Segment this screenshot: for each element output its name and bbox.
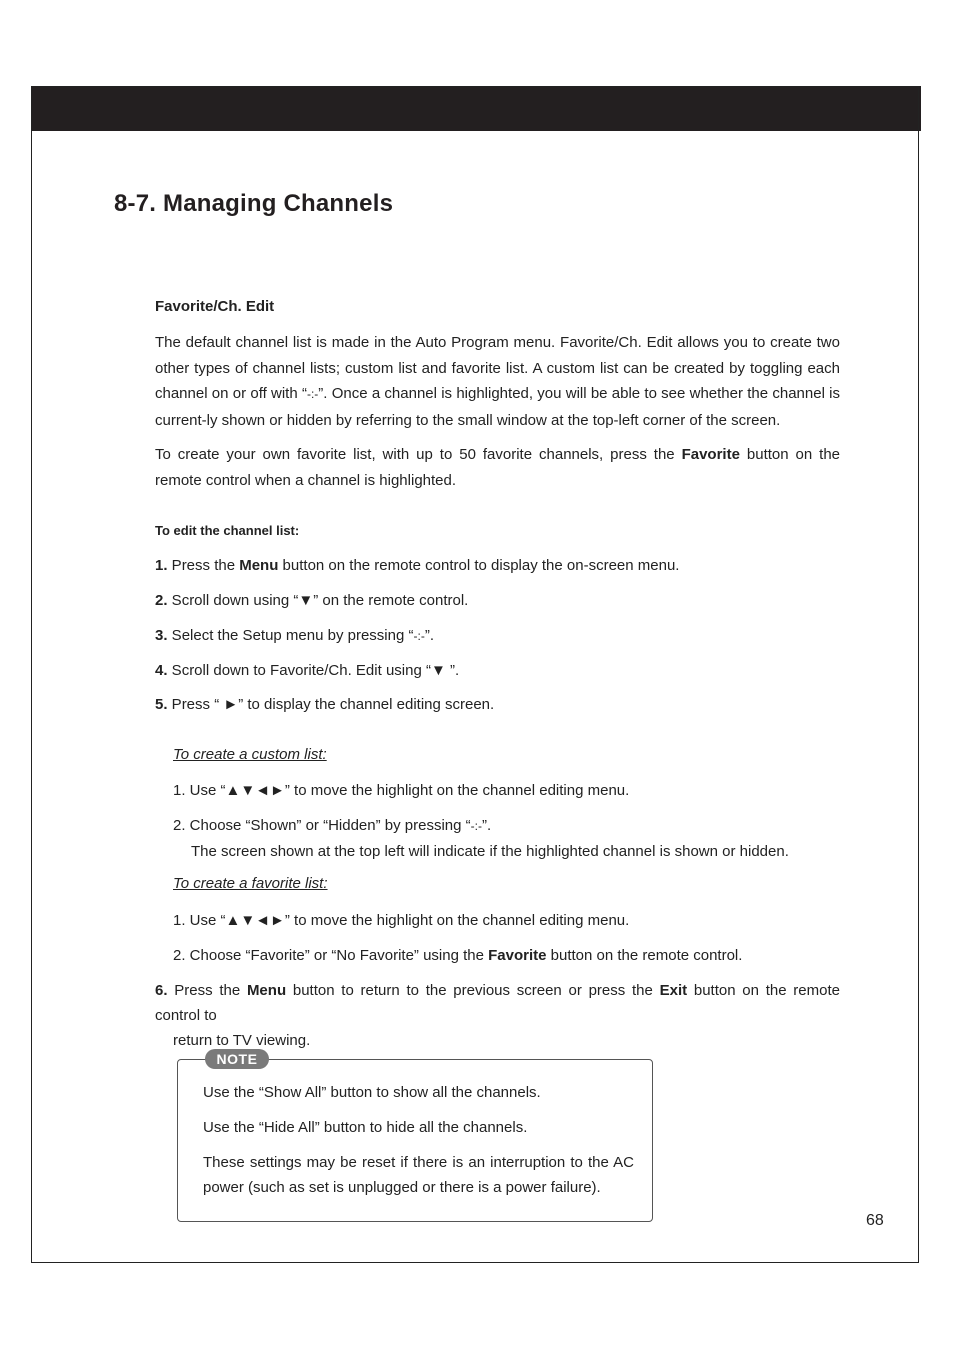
menu-button-ref: Menu xyxy=(246,982,287,999)
select-icon: -:- xyxy=(306,387,319,401)
note-text-3: These settings may be reset if there is an interruption to the AC power (such as set is unplugged or there is a power failure). xyxy=(203,1154,634,1196)
intro-paragraph-1 xyxy=(155,330,840,433)
select-icon: -:- xyxy=(470,819,482,833)
step-text: Press the xyxy=(167,557,240,574)
page-number: 68 xyxy=(866,1212,884,1229)
step-1 xyxy=(155,553,679,578)
note-text-1: Use the “Show All” button to show all the channels. xyxy=(203,1084,541,1101)
custom-step-2 xyxy=(173,813,491,839)
step-text: button on the remote control. xyxy=(546,947,743,964)
note-text-2: Use the “Hide All” button to hide all the channels. xyxy=(203,1119,528,1136)
step-text: button on the remote control to display the on-screen menu. xyxy=(278,557,680,574)
step-number: 5. xyxy=(155,696,168,713)
custom-list-heading: To create a custom list: xyxy=(173,746,327,763)
select-icon: -:- xyxy=(413,629,425,643)
favorite-button-ref: Favorite xyxy=(681,446,740,463)
step-text: Scroll down to Favorite/Ch. Edit using “▼ ”. xyxy=(167,662,460,679)
favorite-step-2 xyxy=(173,943,742,968)
favorite-list-heading: To create a favorite list: xyxy=(173,875,328,892)
step-text: Scroll down using “▼” on the remote control. xyxy=(167,592,469,609)
step-number: 6. xyxy=(155,982,168,999)
step-text: button on the remote control to xyxy=(155,982,840,1024)
custom-step-1: 1. Use “▲▼◄►” to move the highlight on the channel editing menu. xyxy=(173,782,630,799)
step-text: Press “ ►” to display the channel editing screen. xyxy=(167,696,495,713)
step-text: 2. Choose “Favorite” or “No Favorite” using the xyxy=(173,947,489,964)
intro-text-a: The default channel list is made in the Auto Program menu. Favorite/Ch. Edit allows you to create two other types of channel lists; custom list and favorite list. A custom list can be created by toggling each channel on or off with “ xyxy=(155,334,840,402)
step-number: 4. xyxy=(155,662,168,679)
custom-step-2-continued: The screen shown at the top left will indicate if the highlighted channel is shown or hidden. xyxy=(191,843,789,860)
step-text: ”. xyxy=(424,627,434,644)
step-text: button to return to the previous screen or press the xyxy=(286,982,660,999)
favorite-step-1: 1. Use “▲▼◄►” to move the highlight on the channel editing menu. xyxy=(173,912,630,929)
intro-paragraph-2 xyxy=(155,442,840,493)
subsection-heading: Favorite/Ch. Edit xyxy=(155,298,275,315)
favorite-button-ref: Favorite xyxy=(488,947,547,964)
step-text: 2. Choose “Shown” or “Hidden” by pressing “ xyxy=(173,817,471,834)
step-text-continued: return to TV viewing. xyxy=(173,1032,311,1049)
intro-p2-a: To create your own favorite list, with up to 50 favorite channels, press the xyxy=(155,446,682,463)
step-6 xyxy=(155,978,840,1053)
edit-list-heading: To edit the channel list: xyxy=(155,523,300,538)
menu-button-ref: Menu xyxy=(239,557,279,574)
step-number: 2. xyxy=(155,592,168,609)
section-title: 8-7. Managing Channels xyxy=(114,190,394,217)
exit-button-ref: Exit xyxy=(659,982,688,999)
step-number: 3. xyxy=(155,627,168,644)
step-5 xyxy=(155,692,494,717)
step-text: Select the Setup menu by pressing “ xyxy=(167,627,414,644)
step-text: Press the xyxy=(167,982,247,999)
step-number: 1. xyxy=(155,557,168,574)
intro-text-b: ”. Once a channel is highlighted, you will be able to see whether the channel is current-ly shown or hidden by referring to the small window at the top-left corner of the screen. xyxy=(155,385,840,429)
note-label: NOTE xyxy=(205,1049,269,1069)
step-3 xyxy=(155,623,434,649)
step-4 xyxy=(155,658,459,683)
intro-p2-b: button on the remote control when a channel is highlighted. xyxy=(155,446,840,489)
step-text: ”. xyxy=(481,817,492,834)
step-2 xyxy=(155,588,468,613)
